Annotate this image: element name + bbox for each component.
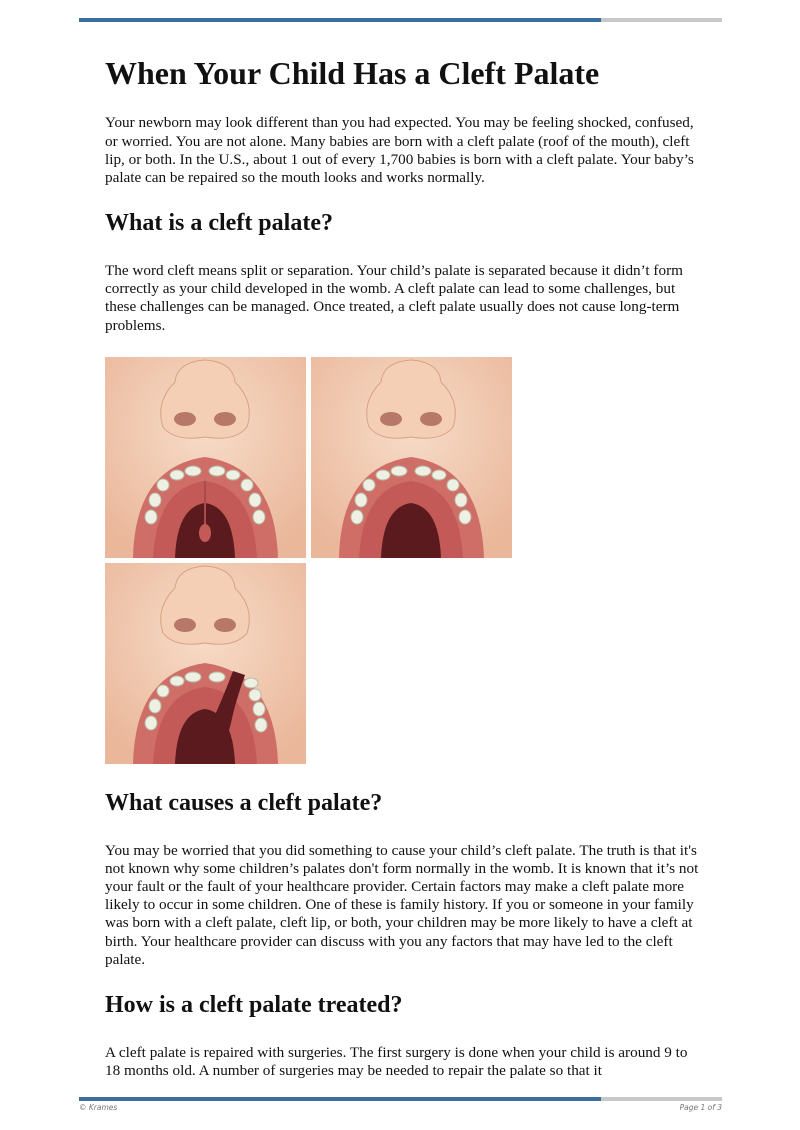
footer-rule-accent <box>79 1097 601 1101</box>
section-heading-causes: What causes a cleft palate? <box>105 789 383 816</box>
document-body <box>105 54 705 1102</box>
intro-paragraph: Your newborn may look different than you had expected. You may be feeling shocked, confused, or worried. You are not alone. Many babies are born with a cleft palate (roof of the mouth), cleft lip, or both. In the U.S., about 1 out of every 1,700 babies is born with a cleft palate. Your baby’s palate can be repaired so the mouth looks and works normally. <box>105 114 694 186</box>
section-body-causes: You may be worried that you did something to cause your child’s cleft palate. The truth is that it's not known why some children’s palates don't form normally in the womb. It is known that it’s not your fault or the fault of your healthcare provider. Certain factors may make a cleft palate more likely to occur in some children. One of these is family history. If you or someone in your family was born with a cleft palate, cleft lip, or both, your children may be more likely to have a cleft at birth. Your healthcare provider can discuss with you any factors that may have led to the cleft palate. <box>105 841 699 968</box>
section-body-treatment: A cleft palate is repaired with surgeries. The first surgery is done when your child is around 9 to 18 months old. A number of surgeries may be needed to repair the palate so that it <box>105 1043 688 1080</box>
cleft-palate-illustrations <box>105 357 517 769</box>
section-body-what-is: The word cleft means split or separation. Your child’s palate is separated because it didn’t form correctly as your child developed in the womb. A cleft palate can lead to some challenges, but these challenges can be managed. Once treated, a cleft palate usually does not cause long-term problems. <box>105 262 683 334</box>
header-rule <box>79 18 722 22</box>
header-rule-accent <box>79 18 601 22</box>
illustration-normal-palate <box>105 357 306 558</box>
footer-copyright: © Krames <box>79 1103 118 1112</box>
section-heading-treatment: How is a cleft palate treated? <box>105 992 403 1019</box>
illustration-cleft-soft-palate <box>311 357 512 558</box>
page-title: When Your Child Has a Cleft Palate <box>105 55 600 91</box>
section-heading-what-is: What is a cleft palate? <box>105 210 333 237</box>
illustration-unilateral-complete-cleft <box>105 563 306 764</box>
footer-rule <box>79 1097 722 1101</box>
footer-page-number: Page 1 of 3 <box>679 1103 722 1112</box>
